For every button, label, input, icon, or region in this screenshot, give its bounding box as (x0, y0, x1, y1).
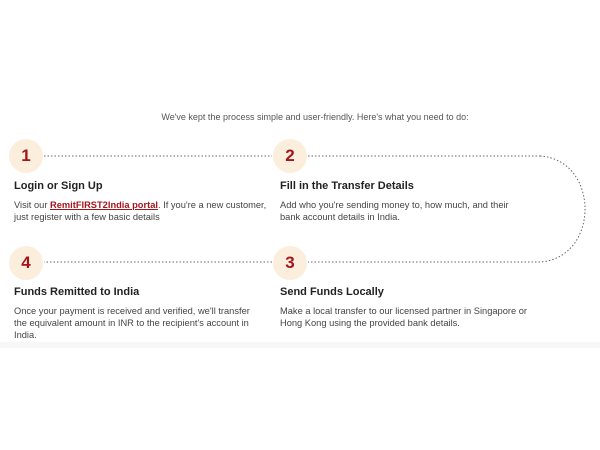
connector-curve (540, 156, 585, 262)
step-4-badge: 4 (9, 246, 43, 280)
step-1-title: Login or Sign Up (14, 180, 103, 192)
portal-link[interactable]: RemitFIRST2India portal (50, 200, 158, 210)
step-1-text-after: . If you're a new customer, just register with a few basic details (14, 200, 267, 222)
step-1-text-before: Visit our (14, 200, 50, 210)
step-2-text: Add who you're sending money to, how much, and their bank account details in India. (280, 200, 509, 222)
step-3-badge: 3 (273, 246, 307, 280)
step-3-text: Make a local transfer to our licensed partner in Singapore or Hong Kong using the provided bank details. (280, 306, 528, 328)
step-4-title: Funds Remitted to India (14, 286, 140, 298)
section-divider (0, 342, 600, 348)
step-1-badge: 1 (9, 139, 43, 173)
step-2-title: Fill in the Transfer Details (280, 180, 414, 192)
step-1-text (14, 199, 279, 223)
step-3-title: Send Funds Locally (280, 286, 384, 298)
step-4-text: Once your payment is received and verified, we'll transfer the equivalent amount in INR to the recipient's account in India. (14, 306, 250, 340)
intro-text: We've kept the process simple and user-friendly. Here's what you need to do: (161, 112, 469, 122)
step-2-badge: 2 (273, 139, 307, 173)
